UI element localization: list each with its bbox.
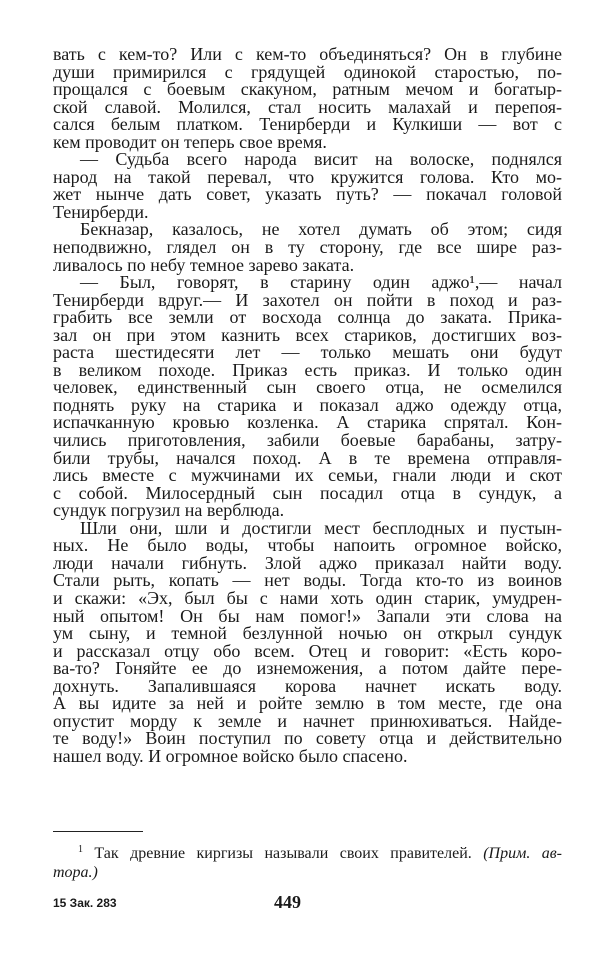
text-line: чились приготовления, забили боевые барабаны, затру-: [53, 430, 562, 451]
text-line: лись вместе с мужчинами их семьи, гнали люди и скот: [53, 465, 562, 486]
footnote-marker: 1: [78, 844, 83, 855]
footnote-text: Так древние киргизы называли своих правителей.: [94, 845, 472, 862]
text-line: Тенирберди вдруг.— И захотел он пойти в поход и раз-: [53, 289, 562, 310]
text-line: Тенирберди.: [53, 201, 149, 222]
text-line: с собой. Милосердный сын посадил отца в сундук, а: [53, 482, 562, 503]
text-line: души примирился с грядущей одинокой старостью, по-: [53, 61, 562, 82]
text-line: народ на такой перевал, что кружится голова. Кто мо-: [53, 166, 562, 187]
text-line: испачканную кровью козленка. А старика спрятал. Кон-: [53, 412, 562, 433]
footnote-divider: [53, 831, 143, 832]
text-line: ва-то? Гоняйте ее до изнеможения, а потом дайте пере-: [53, 658, 562, 679]
text-line: Бекназар, казалось, не хотел думать об этом; сидя: [80, 219, 562, 240]
body-text: [53, 46, 562, 765]
text-line: А вы идите за ней и ройте землю в том месте, где она: [53, 693, 562, 714]
text-line: — Судьба всего народа висит на волоске, поднялся: [80, 149, 562, 170]
text-line: вать с кем-то? Или с кем-то объединяться? Он в глубине: [53, 44, 562, 64]
text-line: Шли они, шли и достигли мест бесплодных и пустын-: [80, 517, 562, 538]
text-line: — Был, говорят, в старину один аджо¹,— начал: [80, 272, 562, 293]
footnote: [53, 844, 562, 882]
text-line: ум сыну, и темной безлунной ночью он открыл сундук: [53, 623, 562, 644]
text-line: поднять руку на старика и показал аджо одежду отца,: [53, 394, 562, 415]
text-line: ных. Не было воды, чтобы напоить огромное войско,: [53, 535, 562, 556]
text-line: Стали рыть, копать — нет воды. Тогда кто-то из воинов: [53, 570, 562, 591]
text-line: били трубы, начался поход. А в те времена отправля-: [53, 447, 562, 468]
text-line: неподвижно, глядел он в ту сторону, где все шире раз-: [53, 237, 562, 258]
text-line: нашел воду. И огромное войско было спасено.: [53, 745, 408, 766]
text-line: прощался с боевым скакуном, ратным мечом и богатыр-: [53, 79, 562, 100]
text-line: ный опытом! Он бы нам помог!» Запали эти слова на: [53, 605, 562, 626]
page-number: 449: [274, 892, 301, 912]
text-line: и скажи: «Эх, был бы с нами хоть один старик, умудрен-: [53, 587, 562, 608]
text-line: в великом походе. Приказ есть приказ. И только один: [53, 359, 562, 380]
text-line: жет нынче дать совет, указать путь? — покачал головой: [53, 184, 562, 205]
text-line: человек, единственный сын своего отца, не осмелился: [53, 377, 562, 398]
footnote-note: (Прим. ав-: [483, 845, 562, 862]
text-line: люди начали гибнуть. Злой аджо приказал найти воду.: [53, 552, 562, 573]
text-line: опустит морду к земле и начнет принюхиваться. Найде-: [53, 710, 562, 731]
text-line: ской славой. Молился, стал носить малахай и перепоя-: [53, 96, 562, 117]
printer-signature: 15 Зак. 283: [53, 896, 117, 910]
text-line: и рассказал отцу обо всем. Отец и говорит: «Есть коро-: [53, 640, 562, 661]
text-line: дохнуть. Запалившаяся корова начнет искать воду.: [53, 675, 562, 696]
text-line: ливалось по небу темное зарево заката.: [53, 254, 355, 275]
text-line: грабить все земли от восхода солнца до заката. Прика-: [53, 307, 562, 328]
text-line: кем проводит он теперь свое время.: [53, 131, 327, 152]
text-line: сался белым платком. Тенирберди и Кулкиши — вот с: [53, 114, 562, 135]
text-line: раста шестидесяти лет — только мешать они будут: [53, 342, 562, 363]
footnote-note-cont: тора.): [53, 864, 98, 881]
text-line: те воду!» Воин поступил по совету отца и действительно: [53, 728, 562, 749]
text-line: сундук погрузил на верблюда.: [53, 500, 285, 521]
text-line: зал он при этом казнить всех стариков, достигших воз-: [53, 324, 562, 345]
